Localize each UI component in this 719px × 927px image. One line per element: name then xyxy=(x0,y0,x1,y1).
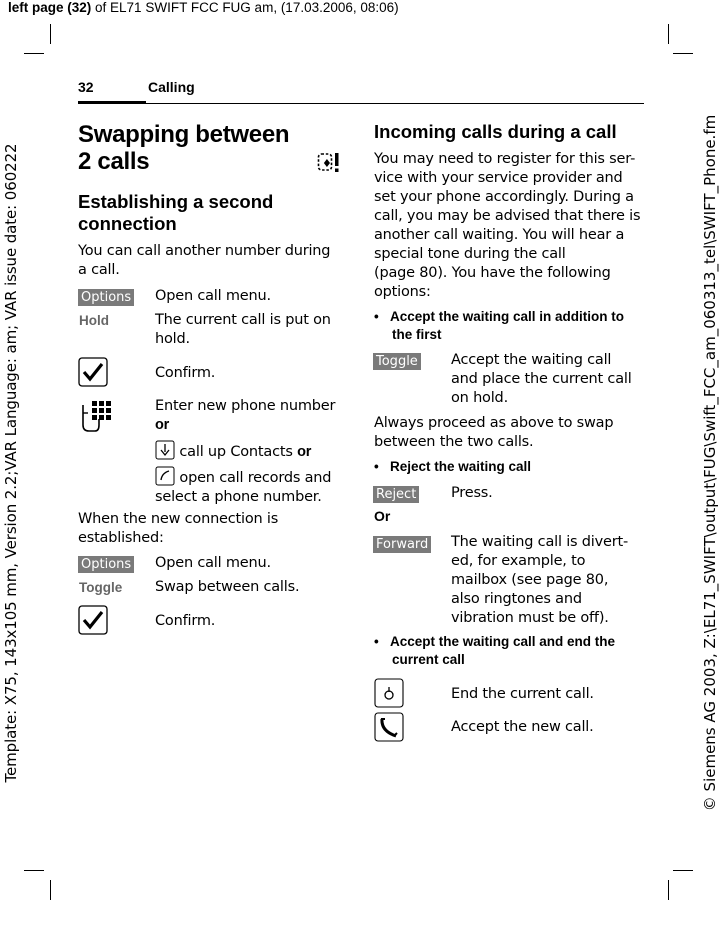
header-rule-accent xyxy=(78,101,146,104)
contacts-key-icon xyxy=(155,440,175,460)
toggle-softkey xyxy=(373,350,421,370)
step-text: Open call menu. xyxy=(155,555,271,571)
step-text: Open call menu. xyxy=(155,288,271,304)
crop-mark xyxy=(50,880,51,900)
or-label: Or xyxy=(374,508,391,524)
forward-key-label: Forward xyxy=(373,536,431,553)
call-records-key-icon xyxy=(155,466,175,486)
bullet-accept-additional: • Accept the waiting call in addition to the first xyxy=(374,309,624,342)
step-text: Press. xyxy=(451,485,493,501)
forward-softkey xyxy=(373,533,431,553)
step-text: Confirm. xyxy=(155,613,216,629)
reject-softkey xyxy=(373,483,419,503)
crop-mark xyxy=(668,24,669,44)
crop-mark xyxy=(668,880,669,900)
crop-mark xyxy=(673,870,693,871)
step-text: Swap between calls. xyxy=(155,579,300,595)
doc-info: of EL71 SWIFT FCC FUG am, (17.03.2006, 08:06) xyxy=(91,0,399,15)
copyright-text: © Siemens AG 2003, Z:\EL71_SWIFT\output\FUG\Swift_FCC_am_060313_tel\SWIFT_Phone.fm xyxy=(701,114,719,812)
bullet-accept-end: • Accept the waiting call and end the current call xyxy=(374,634,616,667)
copyright-margin xyxy=(699,0,719,927)
options-softkey xyxy=(78,553,134,573)
crop-mark xyxy=(24,53,44,54)
call-key-icon xyxy=(374,712,404,746)
options-softkey xyxy=(78,286,134,306)
hold-softkey: Hold xyxy=(79,313,109,328)
crop-mark xyxy=(50,24,51,44)
info-text: Always proceed as above to swap between the two calls. xyxy=(374,415,614,450)
step-text: Accept the waiting call and place the current call on hold. xyxy=(451,352,632,406)
bullet-reject: • Reject the waiting call xyxy=(374,459,532,474)
step-text: End the current call. xyxy=(451,686,594,702)
check-softkey-icon xyxy=(78,605,108,639)
intro-paragraph: You may need to register for this ser- vice with your service provider and set your phone accordingly. During a call, you may be advised that there is another call waiting. You will hear a special tone during the call (page 80). You have the following options: xyxy=(374,151,641,300)
page-label: left page (32) xyxy=(8,0,92,15)
toggle-key-label: Toggle xyxy=(373,353,421,370)
section-title-right: Incoming calls during a call xyxy=(374,121,617,142)
svg-text:♦: ♦ xyxy=(322,157,332,170)
toggle-softkey: Toggle xyxy=(79,580,123,595)
template-info-margin xyxy=(0,0,18,927)
header-rule xyxy=(78,103,644,104)
reject-key-label: Reject xyxy=(373,486,419,503)
provider-service-icon xyxy=(317,152,343,178)
check-softkey-icon xyxy=(78,357,108,391)
end-key-icon xyxy=(374,678,404,712)
subsection-title: Establishing a second connection xyxy=(78,191,274,234)
options-key-label: Options xyxy=(78,556,134,573)
section-title: Swapping between 2 calls xyxy=(78,121,290,175)
intro-text: You can call another number during a call. xyxy=(78,243,331,278)
template-info-text: Template: X75, 143x105 mm, Version 2.2;VAR Language: am; VAR issue date: 060222 xyxy=(2,143,20,783)
step-text: Enter new phone number or call up Contacts or open call records and select a phone number. xyxy=(155,398,336,505)
options-key-label: Options xyxy=(78,289,134,306)
step-text: Confirm. xyxy=(155,365,216,381)
crop-mark xyxy=(673,53,693,54)
step-text: The current call is put on hold. xyxy=(155,312,331,347)
step-text: Accept the new call. xyxy=(451,719,594,735)
info-text: When the new connection is established: xyxy=(78,511,279,546)
running-header xyxy=(8,0,399,15)
crop-mark xyxy=(24,870,44,871)
step-text: The waiting call is divert- ed, for example, to mailbox (see page 80, also ringtones and vibration must be off). xyxy=(451,534,628,626)
page-number: 32 xyxy=(78,79,94,95)
keypad-icon xyxy=(79,399,111,437)
chapter-title: Calling xyxy=(148,79,195,95)
